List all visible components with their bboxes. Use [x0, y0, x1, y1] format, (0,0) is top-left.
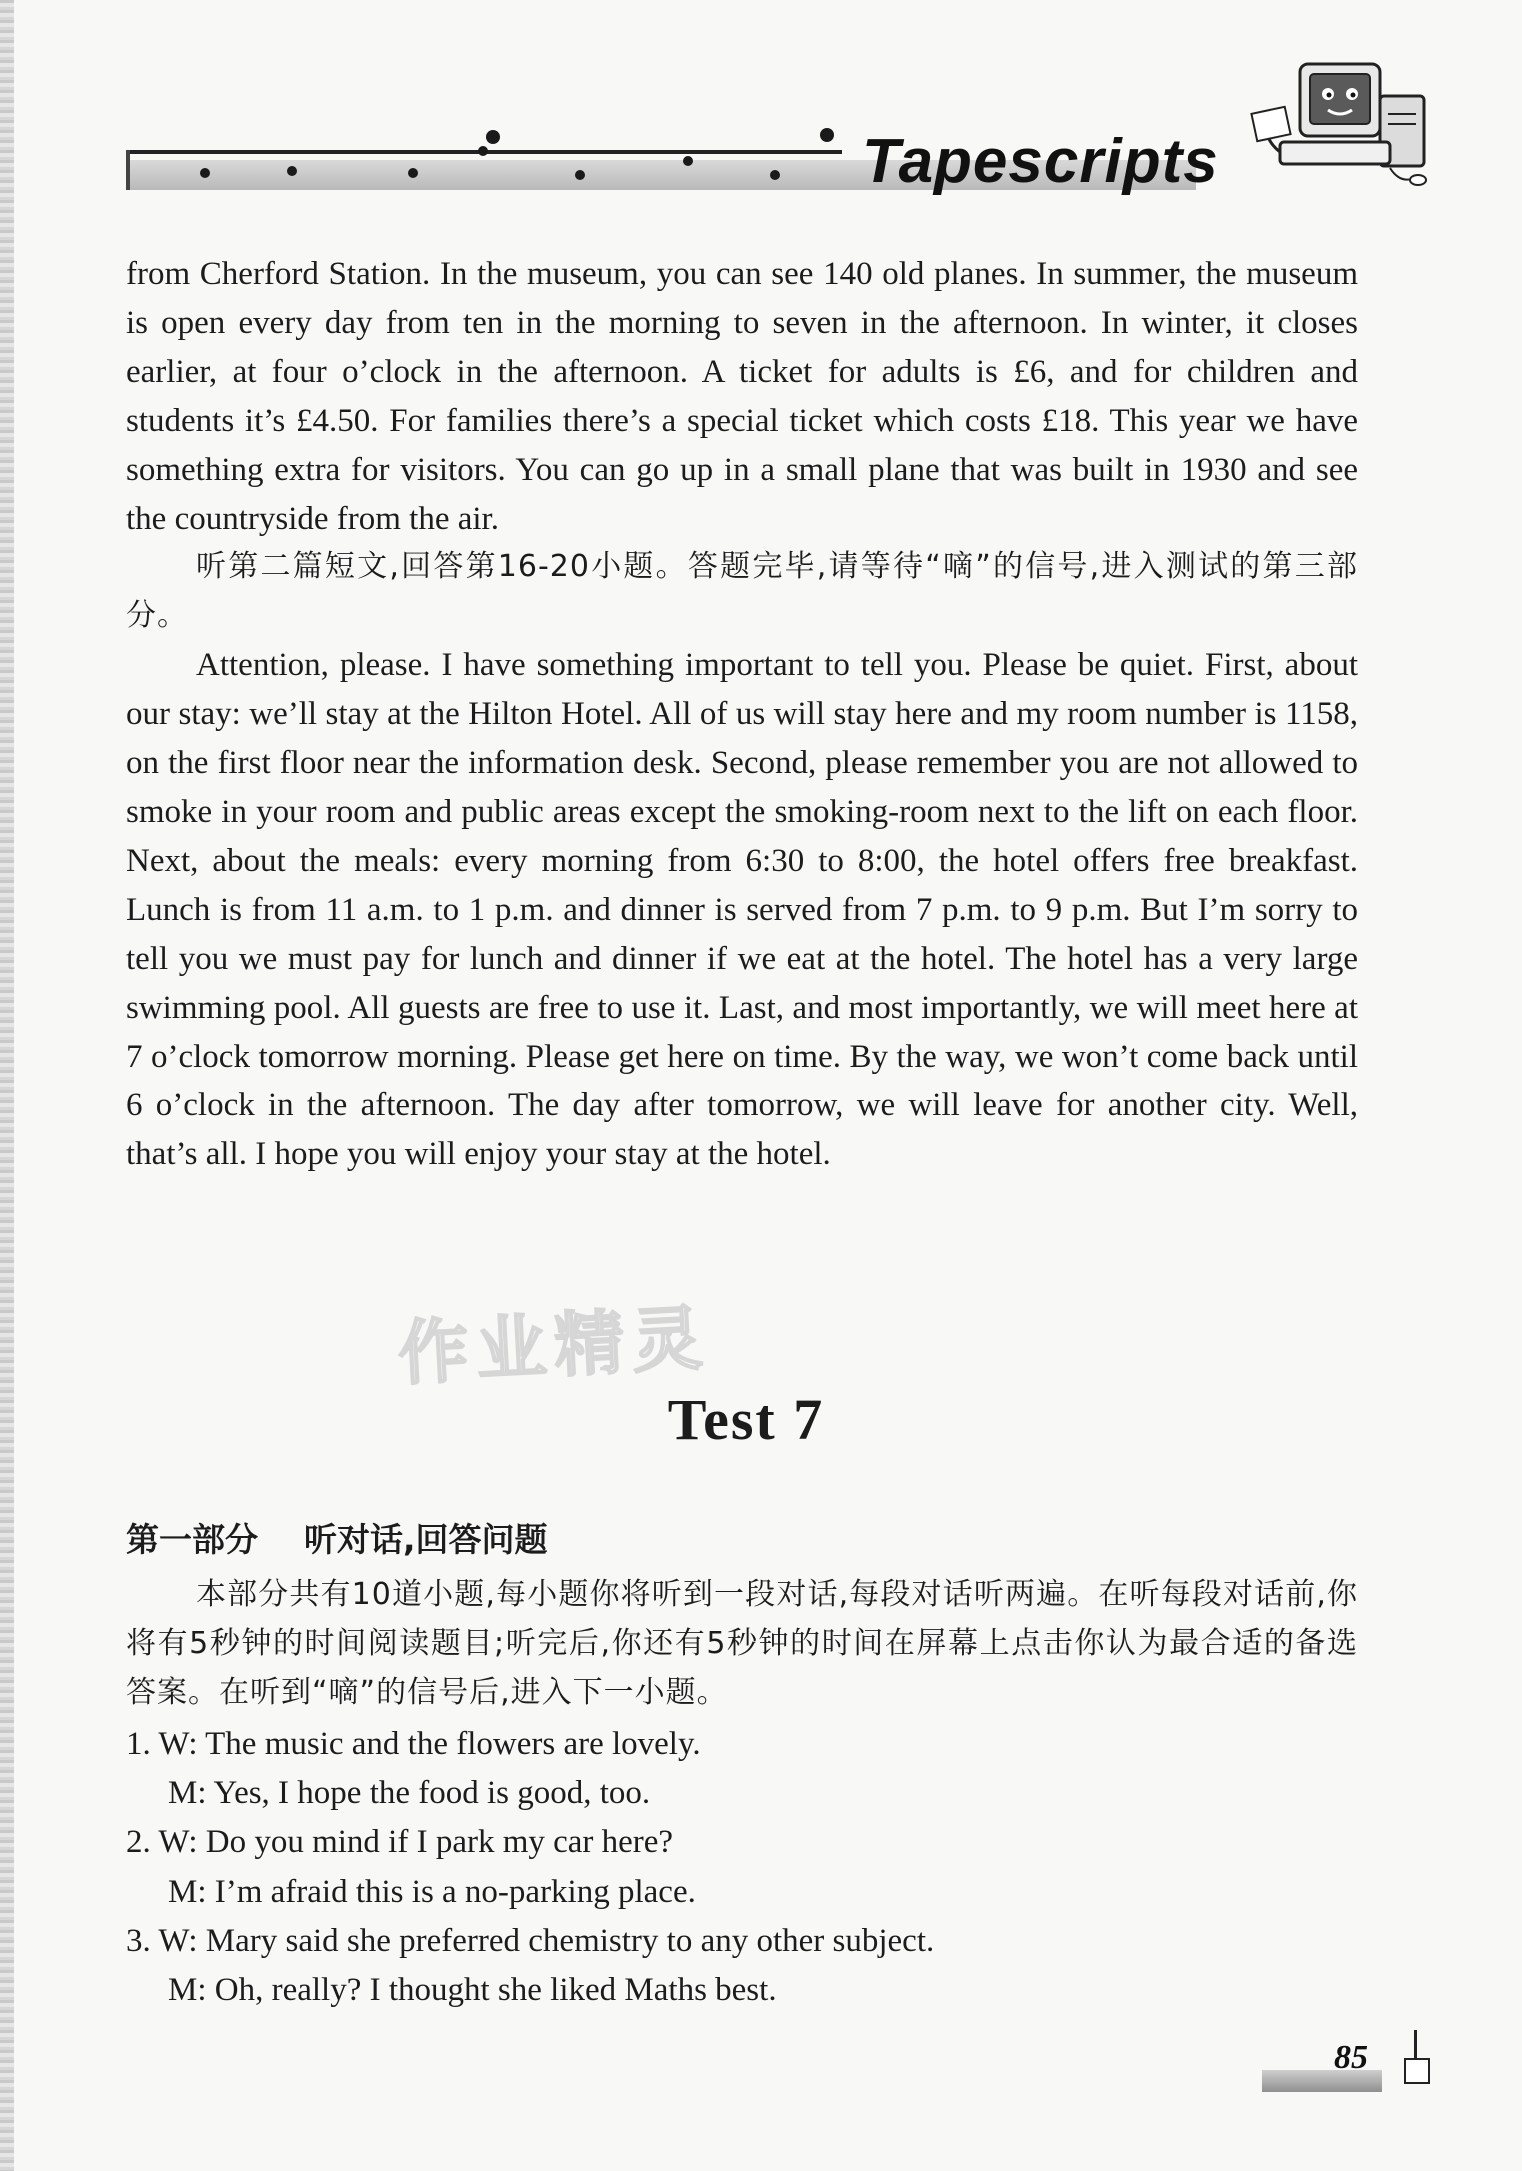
header-dot — [575, 170, 585, 180]
dialogue-line-w: W: Mary said she preferred chemistry to any other subject. — [158, 1922, 935, 1959]
dialogue-item — [126, 1818, 1358, 1916]
dialogue-number: 1. — [126, 1726, 151, 1762]
dialogue-number: 3. — [126, 1922, 151, 1959]
passage-paragraph: from Cherford Station. In the museum, you can see 140 old planes. In summer, the museum is open every day from ten in the morning to seven in the afternoon. In winter, it closes earlier, at four o’clock in the afternoon. A ticket for adults is £6, and for children and students it’s £4.50. For families there’s a special ticket which costs £18. This year we have something extra for visitors. You can go up in a small plane that was built in 1930 and see the countryside from the air. — [126, 256, 1358, 537]
header-dot — [408, 168, 418, 178]
header-dot — [200, 168, 210, 178]
dialogue-line-m: M: Yes, I hope the food is good, too. — [168, 1775, 651, 1812]
tapescript-body — [126, 250, 1358, 1179]
header-dot — [287, 166, 297, 176]
dialogue-number: 2. — [126, 1824, 151, 1861]
header-cap — [126, 150, 130, 190]
torn-page-edge — [0, 0, 14, 2171]
computer-mascot-icon — [1240, 56, 1440, 196]
watermark: 作业精灵 — [396, 1296, 713, 1396]
header-dot — [770, 170, 780, 180]
dialogue-line-m: M: I’m afraid this is a no-parking place. — [168, 1873, 696, 1910]
section-instructions: 本部分共有10道小题,每小题你将听到一段对话,每段对话听两遍。在听每段对话前,你将有5秒钟的时间阅读题目;听完后,你还有5秒钟的时间在屏幕上点击你认为最合适的备选答案。在听到“嘀”的信号后,进入下一小题。 — [126, 1577, 1358, 1710]
header-dot — [820, 128, 834, 142]
header-dot — [478, 146, 488, 156]
header-dot — [486, 130, 500, 144]
dialogue-list — [126, 1720, 1358, 2015]
page-number: 85 — [1334, 2039, 1368, 2076]
footer-mark — [1414, 2030, 1417, 2060]
dialogue-line-w: W: Do you mind if I park my car here? — [158, 1824, 674, 1861]
section-heading — [126, 1516, 548, 1564]
header-title: Tapescripts — [862, 127, 1219, 196]
part-label: 第一部分 — [126, 1520, 258, 1559]
passage-paragraph: Attention, please. I have something important to tell you. Please be quiet. First, about our stay: we’ll stay at the Hilton Hotel. All of us will stay here and my room number is 1158, on the first floor near the information desk. Second, please remember you are not allowed to smoke in your room and public areas except the smoking-room next to the lift on each floor. Next, about the meals: every morning from 6:30 to 8:00, the hotel offers free breakfast. Lunch is from 11 a.m. to 1 p.m. and dinner is served from 7 p.m. to 9 p.m. But I’m sorry to tell you we must pay for lunch and dinner if we eat at the hotel. The hotel has a very large swimming pool. All guests are free to use it. Last, and most importantly, we will meet here at 7 o’clock tomorrow morning. Please get here on time. By the way, we won’t come back until 6 o’clock in the afternoon. The day after tomorrow, we will leave for another city. Well, that’s all. I hope you will enjoy your stay at the hotel. — [126, 647, 1358, 1173]
footer-box — [1404, 2058, 1430, 2084]
header-dot — [683, 156, 693, 166]
test-title: Test 7 — [667, 1387, 825, 1452]
part-title: 听对话,回答问题 — [304, 1520, 548, 1559]
dialogue-item — [126, 1917, 1358, 2015]
dialogue-item — [126, 1720, 1358, 1818]
dialogue-line-w: W: The music and the flowers are lovely. — [158, 1726, 701, 1762]
passage-instruction: 听第二篇短文,回答第16-20小题。答题完毕,请等待“嘀”的信号,进入测试的第三部分。 — [126, 549, 1358, 634]
dialogue-line-m: M: Oh, really? I thought she liked Maths best. — [168, 1972, 777, 2009]
